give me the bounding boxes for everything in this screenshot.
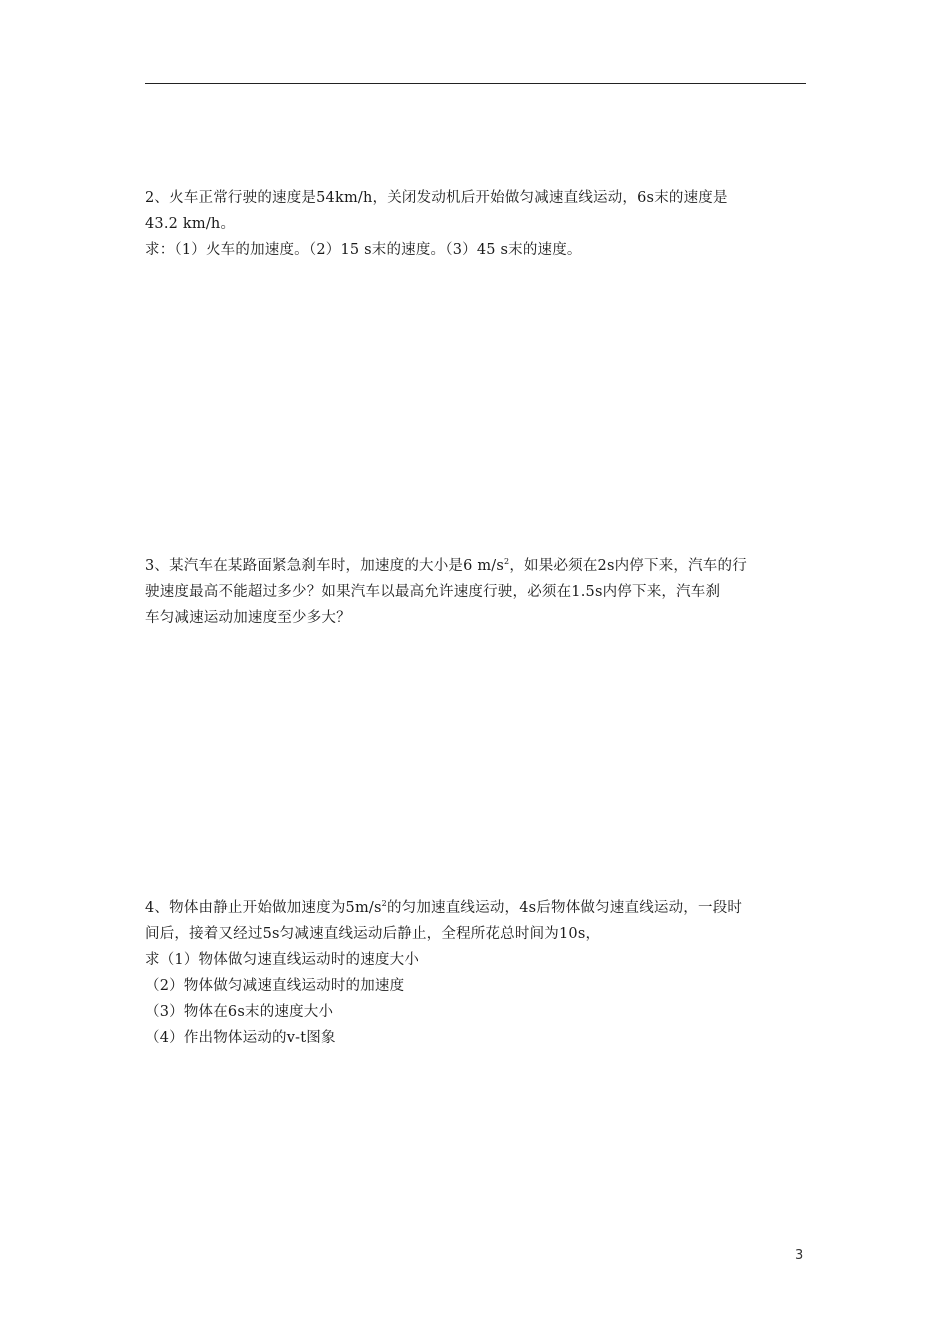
superscript: 2 bbox=[381, 899, 387, 909]
superscript: 2 bbox=[504, 557, 510, 567]
problem-4-line-3: 求（1）物体做匀速直线运动时的速度大小 bbox=[145, 952, 420, 968]
problem-4-line-1-rest: 的匀加速直线运动，4s后物体做匀速直线运动，一段时 bbox=[386, 900, 743, 916]
problem-4-line-5: （3）物体在6s末的速度大小 bbox=[145, 1004, 334, 1020]
problem-2 bbox=[145, 185, 810, 263]
problem-2-line-1: 2、火车正常行驶的速度是54km/h，关闭发动机后开始做匀减速直线运动，6s末的速度是 bbox=[145, 190, 728, 206]
problem-2-line-2: 43.2 km/h。 bbox=[145, 216, 236, 232]
problem-4-line-6: （4）作出物体运动的v-t图象 bbox=[145, 1030, 336, 1046]
problem-3-line-2: 驶速度最高不能超过多少？如果汽车以最高允许速度行驶，必须在1.5s内停下来，汽车刹 bbox=[145, 584, 721, 600]
page-number: 3 bbox=[795, 1248, 804, 1263]
problem-3 bbox=[145, 553, 810, 631]
problem-2-line-3: 求：（1）火车的加速度。（2）15 s末的速度。（3）45 s末的速度。 bbox=[145, 242, 582, 258]
problem-3-line-1-text: 3、某汽车在某路面紧急刹车时，加速度的大小是6 m/s bbox=[145, 558, 505, 574]
problem-4-line-2: 间后，接着又经过5s匀减速直线运动后静止，全程所花总时间为10s， bbox=[145, 926, 601, 942]
problem-4 bbox=[145, 895, 810, 1051]
header-rule bbox=[145, 83, 806, 84]
problem-4-line-1-text: 4、物体由静止开始做加速度为5m/s bbox=[145, 900, 382, 916]
problem-3-line-1 bbox=[145, 553, 810, 579]
problem-3-line-1-rest: ，如果必须在2s内停下来，汽车的行 bbox=[509, 558, 747, 574]
problem-3-line-3: 车匀减速运动加速度至少多大？ bbox=[145, 610, 351, 626]
problem-4-line-1 bbox=[145, 895, 810, 921]
problem-4-line-4: （2）物体做匀减速直线运动时的加速度 bbox=[145, 978, 405, 994]
